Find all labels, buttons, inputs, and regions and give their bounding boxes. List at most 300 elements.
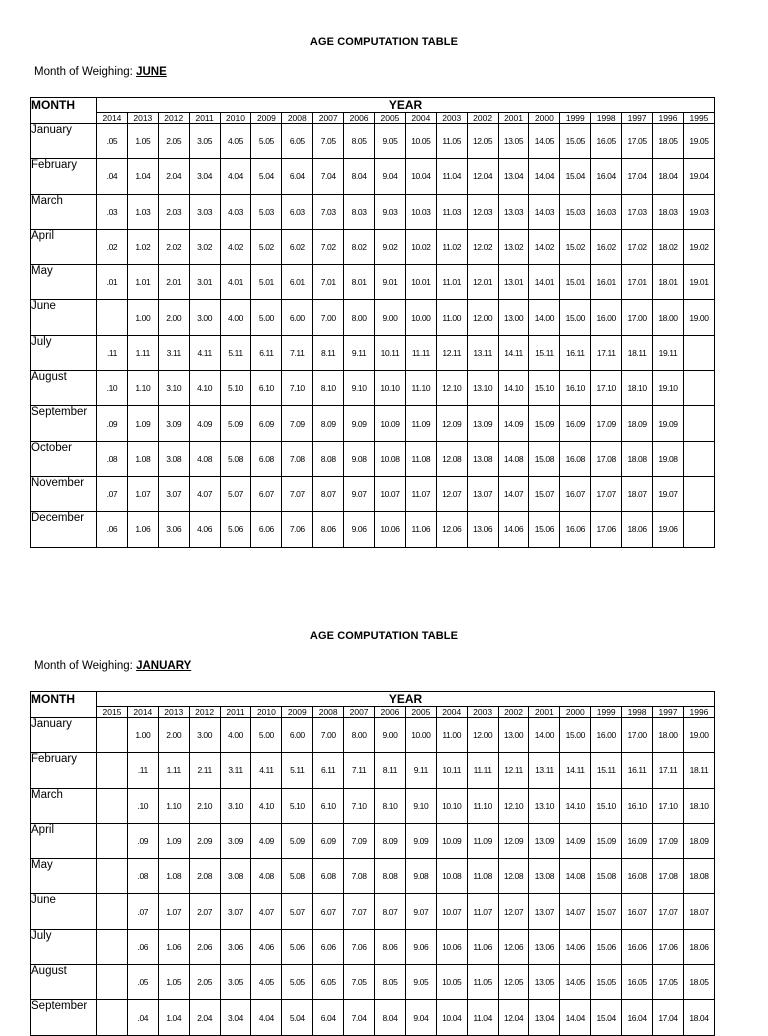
age-value-cell: 5.00 [251, 718, 282, 753]
age-computation-table [30, 97, 715, 548]
age-value-cell: .10 [127, 788, 158, 823]
age-value-cell: 7.10 [344, 788, 375, 823]
age-value-cell: 6.07 [313, 894, 344, 929]
age-value-cell: 4.05 [220, 124, 251, 159]
age-value-cell: 1.05 [158, 965, 189, 1000]
age-value-cell: 10.06 [436, 929, 467, 964]
age-value-cell: 4.01 [220, 265, 251, 300]
year-cell: 2013 [127, 113, 158, 124]
month-name-cell: March [31, 788, 97, 823]
age-value-cell: 12.09 [498, 823, 529, 858]
table-row [31, 300, 715, 335]
age-value-cell: 9.07 [344, 476, 375, 511]
age-value-cell: 9.02 [375, 229, 406, 264]
age-value-cell: 14.11 [560, 753, 591, 788]
age-value-cell: 9.05 [405, 965, 436, 1000]
age-value-cell: 5.01 [251, 265, 282, 300]
age-value-cell: 13.00 [498, 718, 529, 753]
age-value-cell: 2.05 [189, 965, 220, 1000]
age-value-cell: 17.04 [653, 1000, 684, 1035]
age-value-cell: 19.06 [653, 512, 684, 547]
age-value-cell: 11.06 [405, 512, 436, 547]
age-value-cell: 10.03 [405, 194, 436, 229]
age-value-cell: 7.05 [344, 965, 375, 1000]
age-value-cell: .02 [97, 229, 128, 264]
age-value-cell: 8.11 [313, 335, 344, 370]
page-title: AGE COMPUTATION TABLE [309, 630, 459, 642]
age-value-cell: 16.04 [591, 159, 622, 194]
month-name-cell: March [31, 194, 97, 229]
age-value-cell: 15.00 [560, 718, 591, 753]
age-value-cell: 14.08 [498, 441, 529, 476]
age-value-cell: 11.04 [467, 1000, 498, 1035]
age-value-cell: 3.00 [189, 300, 220, 335]
age-value-cell: 13.01 [498, 265, 529, 300]
year-column-header: YEAR [97, 692, 715, 707]
age-value-cell [97, 753, 128, 788]
age-value-cell: 9.04 [405, 1000, 436, 1035]
age-value-cell: 13.06 [467, 512, 498, 547]
age-value-cell: 6.09 [251, 406, 282, 441]
age-value-cell: 4.06 [251, 929, 282, 964]
year-cell: 1996 [683, 707, 714, 718]
age-value-cell: 4.10 [251, 788, 282, 823]
age-value-cell: .06 [97, 512, 128, 547]
age-value-cell: .04 [97, 159, 128, 194]
age-value-cell: 15.02 [560, 229, 591, 264]
weighing-month-value: JANUARY [136, 660, 192, 672]
age-value-cell: 10.07 [375, 476, 406, 511]
age-value-cell: 16.10 [622, 788, 653, 823]
age-value-cell: 17.11 [591, 335, 622, 370]
age-value-cell: 19.09 [653, 406, 684, 441]
age-value-cell: 14.02 [529, 229, 560, 264]
age-value-cell: 12.01 [467, 265, 498, 300]
age-value-cell: 6.01 [282, 265, 313, 300]
age-value-cell: 16.04 [622, 1000, 653, 1035]
age-value-cell: 10.09 [375, 406, 406, 441]
age-value-cell: 9.11 [405, 753, 436, 788]
age-value-cell: 14.09 [560, 823, 591, 858]
age-value-cell: 8.00 [344, 300, 375, 335]
age-value-cell: 3.09 [158, 406, 189, 441]
age-value-cell: 4.02 [220, 229, 251, 264]
age-value-cell: 1.09 [158, 823, 189, 858]
age-value-cell: 15.09 [529, 406, 560, 441]
month-name-cell: May [31, 265, 97, 300]
month-name-cell: October [31, 441, 97, 476]
age-value-cell: 4.07 [251, 894, 282, 929]
table-row [31, 265, 715, 300]
age-value-cell: 3.04 [220, 1000, 251, 1035]
age-value-cell: 2.00 [158, 300, 189, 335]
table-row [31, 194, 715, 229]
age-value-cell: 3.08 [158, 441, 189, 476]
month-name-cell: December [31, 512, 97, 547]
age-value-cell: 16.09 [560, 406, 591, 441]
table-row [31, 929, 715, 964]
age-value-cell: 8.04 [344, 159, 375, 194]
age-value-cell: 15.05 [560, 124, 591, 159]
age-computation-table [30, 691, 715, 1036]
age-value-cell: 14.07 [560, 894, 591, 929]
age-value-cell: 13.10 [529, 788, 560, 823]
age-value-cell: 19.00 [683, 300, 714, 335]
age-value-cell: 6.04 [313, 1000, 344, 1035]
age-value-cell: 17.05 [622, 124, 653, 159]
age-value-cell: 8.08 [375, 859, 406, 894]
age-value-cell: 14.00 [529, 300, 560, 335]
age-value-cell: .09 [97, 406, 128, 441]
age-value-cell: 12.05 [498, 965, 529, 1000]
year-cell: 2007 [344, 707, 375, 718]
age-value-cell: 2.09 [189, 823, 220, 858]
age-value-cell: 5.10 [282, 788, 313, 823]
age-value-cell: 8.06 [375, 929, 406, 964]
age-value-cell: 17.06 [653, 929, 684, 964]
age-value-cell: 15.00 [560, 300, 591, 335]
age-value-cell: 5.05 [282, 965, 313, 1000]
age-value-cell: 11.10 [405, 371, 436, 406]
age-value-cell: 6.00 [282, 718, 313, 753]
age-value-cell: 1.11 [127, 335, 158, 370]
year-cell: 2002 [467, 113, 498, 124]
age-value-cell: 13.04 [529, 1000, 560, 1035]
age-value-cell: 2.11 [189, 753, 220, 788]
age-value-cell: 15.07 [529, 476, 560, 511]
age-value-cell [97, 894, 128, 929]
age-value-cell: 7.04 [344, 1000, 375, 1035]
age-value-cell: 17.02 [622, 229, 653, 264]
age-value-cell: 15.05 [591, 965, 622, 1000]
age-value-cell: 18.05 [683, 965, 714, 1000]
age-value-cell: 5.05 [251, 124, 282, 159]
age-value-cell: 1.04 [127, 159, 158, 194]
age-value-cell: 18.09 [622, 406, 653, 441]
age-value-cell: 15.07 [591, 894, 622, 929]
age-value-cell: 9.09 [405, 823, 436, 858]
age-value-cell: 12.04 [467, 159, 498, 194]
age-value-cell: 8.07 [313, 476, 344, 511]
age-value-cell: 7.09 [282, 406, 313, 441]
table-row [31, 371, 715, 406]
age-value-cell: 16.05 [622, 965, 653, 1000]
table-row [31, 512, 715, 547]
age-value-cell: 3.10 [158, 371, 189, 406]
age-value-cell: 17.00 [622, 718, 653, 753]
year-cell: 1999 [560, 113, 591, 124]
year-cell: 2006 [375, 707, 406, 718]
age-value-cell: 16.00 [591, 718, 622, 753]
month-name-cell: September [31, 406, 97, 441]
age-value-cell: 1.08 [127, 441, 158, 476]
age-value-cell: 7.06 [344, 929, 375, 964]
table-row [31, 1000, 715, 1035]
age-value-cell: 13.04 [498, 159, 529, 194]
age-value-cell: 3.01 [189, 265, 220, 300]
age-value-cell: 2.02 [158, 229, 189, 264]
weighing-month-value: JUNE [136, 66, 167, 78]
table-row [31, 476, 715, 511]
age-value-cell: 10.04 [405, 159, 436, 194]
year-cell: 2012 [189, 707, 220, 718]
age-value-cell: 19.11 [653, 335, 684, 370]
month-name-cell: July [31, 929, 97, 964]
age-value-cell: 8.06 [313, 512, 344, 547]
age-value-cell: 8.02 [344, 229, 375, 264]
month-name-cell: February [31, 159, 97, 194]
age-value-cell: .04 [127, 1000, 158, 1035]
age-value-cell: 15.01 [560, 265, 591, 300]
age-value-cell: 1.01 [127, 265, 158, 300]
age-value-cell: 4.07 [189, 476, 220, 511]
age-value-cell: 1.08 [158, 859, 189, 894]
age-value-cell: 10.09 [436, 823, 467, 858]
age-value-cell: 14.01 [529, 265, 560, 300]
age-value-cell: 4.09 [189, 406, 220, 441]
age-value-cell: 3.06 [158, 512, 189, 547]
age-value-cell: 9.07 [405, 894, 436, 929]
age-value-cell: 11.08 [467, 859, 498, 894]
age-value-cell: 1.03 [127, 194, 158, 229]
age-value-cell: 4.05 [251, 965, 282, 1000]
age-value-cell: 7.05 [313, 124, 344, 159]
age-value-cell: 1.07 [127, 476, 158, 511]
age-value-cell: 8.11 [375, 753, 406, 788]
age-value-cell: 18.01 [653, 265, 684, 300]
age-value-cell: 12.04 [498, 1000, 529, 1035]
age-value-cell: 2.08 [189, 859, 220, 894]
age-value-cell: 16.01 [591, 265, 622, 300]
age-value-cell: 17.10 [653, 788, 684, 823]
age-value-cell: 10.02 [405, 229, 436, 264]
year-cell: 2009 [251, 113, 282, 124]
age-value-cell: 6.08 [313, 859, 344, 894]
weighing-label: Month of Weighing: [34, 660, 133, 672]
year-cell: 2007 [313, 113, 344, 124]
age-value-cell: 6.02 [282, 229, 313, 264]
age-value-cell: 17.04 [622, 159, 653, 194]
age-value-cell: 19.03 [683, 194, 714, 229]
age-value-cell: 16.02 [591, 229, 622, 264]
age-value-cell: 11.07 [467, 894, 498, 929]
age-value-cell: 5.10 [220, 371, 251, 406]
age-value-cell: 15.10 [591, 788, 622, 823]
age-value-cell: 16.06 [622, 929, 653, 964]
age-value-cell: 12.08 [498, 859, 529, 894]
age-value-cell: .07 [97, 476, 128, 511]
age-value-cell: 10.06 [375, 512, 406, 547]
age-value-cell: 1.04 [158, 1000, 189, 1035]
age-value-cell: 18.00 [653, 718, 684, 753]
age-value-cell: 18.02 [653, 229, 684, 264]
age-value-cell: 17.11 [653, 753, 684, 788]
age-value-cell: 15.09 [591, 823, 622, 858]
age-value-cell: 1.05 [127, 124, 158, 159]
age-value-cell: 13.09 [467, 406, 498, 441]
year-cell: 2000 [560, 707, 591, 718]
age-value-cell: 7.01 [313, 265, 344, 300]
age-value-cell: 1.06 [158, 929, 189, 964]
age-value-cell: 17.09 [653, 823, 684, 858]
age-value-cell: 12.11 [436, 335, 467, 370]
age-value-cell: .08 [127, 859, 158, 894]
age-value-cell: 14.09 [498, 406, 529, 441]
age-value-cell: 9.05 [375, 124, 406, 159]
age-value-cell: 14.10 [560, 788, 591, 823]
age-value-cell: 19.04 [683, 159, 714, 194]
age-value-cell [683, 406, 714, 441]
age-value-cell: 14.06 [560, 929, 591, 964]
age-value-cell: 18.10 [622, 371, 653, 406]
year-cell: 2008 [282, 113, 313, 124]
age-value-cell: 3.00 [189, 718, 220, 753]
age-value-cell: 4.11 [189, 335, 220, 370]
year-cell: 2014 [97, 113, 128, 124]
age-value-cell: 16.10 [560, 371, 591, 406]
age-value-cell: 1.11 [158, 753, 189, 788]
age-value-cell: 7.10 [282, 371, 313, 406]
age-value-cell: 11.11 [405, 335, 436, 370]
age-value-cell: 7.11 [282, 335, 313, 370]
age-value-cell: 12.11 [498, 753, 529, 788]
age-value-cell: 12.05 [467, 124, 498, 159]
age-value-cell: 4.10 [189, 371, 220, 406]
table-row [31, 159, 715, 194]
age-value-cell: 3.05 [220, 965, 251, 1000]
age-value-cell: 2.07 [189, 894, 220, 929]
age-value-cell: .10 [97, 371, 128, 406]
year-cell: 1996 [653, 113, 684, 124]
age-value-cell: 19.10 [653, 371, 684, 406]
age-value-cell: 6.03 [282, 194, 313, 229]
month-name-cell: August [31, 965, 97, 1000]
year-cell: 2002 [498, 707, 529, 718]
age-value-cell: 9.00 [375, 718, 406, 753]
table-row [31, 335, 715, 370]
year-cell: 2001 [498, 113, 529, 124]
age-value-cell: 1.02 [127, 229, 158, 264]
age-value-cell: 14.04 [560, 1000, 591, 1035]
age-value-cell [683, 371, 714, 406]
age-value-cell: 11.05 [436, 124, 467, 159]
age-value-cell: 18.07 [683, 894, 714, 929]
age-value-cell: 14.07 [498, 476, 529, 511]
age-value-cell: 6.05 [282, 124, 313, 159]
age-value-cell: 3.06 [220, 929, 251, 964]
age-value-cell: 15.03 [560, 194, 591, 229]
year-cell: 2004 [405, 113, 436, 124]
age-value-cell: 5.02 [251, 229, 282, 264]
age-value-cell: 18.10 [683, 788, 714, 823]
age-value-cell: 11.05 [467, 965, 498, 1000]
month-name-cell: June [31, 300, 97, 335]
age-value-cell: 5.09 [282, 823, 313, 858]
age-value-cell: .03 [97, 194, 128, 229]
age-value-cell: 6.11 [251, 335, 282, 370]
age-value-cell: 12.02 [467, 229, 498, 264]
age-value-cell: 10.08 [375, 441, 406, 476]
age-value-cell: 13.06 [529, 929, 560, 964]
age-value-cell: 13.05 [498, 124, 529, 159]
age-value-cell: 3.10 [220, 788, 251, 823]
age-value-cell: 10.10 [436, 788, 467, 823]
age-value-cell: 11.04 [436, 159, 467, 194]
age-value-cell: 10.08 [436, 859, 467, 894]
age-value-cell: 5.00 [251, 300, 282, 335]
age-value-cell: 13.09 [529, 823, 560, 858]
month-name-cell: May [31, 859, 97, 894]
month-name-cell: January [31, 124, 97, 159]
age-value-cell: 8.03 [344, 194, 375, 229]
year-cell: 2003 [436, 113, 467, 124]
year-column-header: YEAR [97, 98, 715, 113]
age-value-cell: 7.06 [282, 512, 313, 547]
age-value-cell: 12.09 [436, 406, 467, 441]
age-value-cell: 7.09 [344, 823, 375, 858]
age-value-cell: 8.05 [344, 124, 375, 159]
year-cell: 1997 [622, 113, 653, 124]
age-value-cell: 6.06 [251, 512, 282, 547]
age-value-cell: 10.10 [375, 371, 406, 406]
month-column-header: MONTH [31, 98, 97, 124]
age-value-cell: 10.05 [436, 965, 467, 1000]
age-value-cell: 13.11 [529, 753, 560, 788]
age-value-cell: 7.02 [313, 229, 344, 264]
age-value-cell: 9.08 [405, 859, 436, 894]
age-value-cell: 11.02 [436, 229, 467, 264]
age-value-cell: 5.08 [220, 441, 251, 476]
age-value-cell: 13.08 [529, 859, 560, 894]
age-value-cell: 10.00 [405, 718, 436, 753]
age-value-cell: 16.08 [560, 441, 591, 476]
age-value-cell: 13.03 [498, 194, 529, 229]
age-value-cell [97, 788, 128, 823]
age-value-cell: 18.04 [653, 159, 684, 194]
age-value-cell: 10.01 [405, 265, 436, 300]
month-name-cell: February [31, 753, 97, 788]
age-value-cell: 16.09 [622, 823, 653, 858]
age-value-cell: 2.00 [158, 718, 189, 753]
age-value-cell: 15.11 [591, 753, 622, 788]
age-value-cell: 3.11 [220, 753, 251, 788]
age-value-cell: 9.00 [375, 300, 406, 335]
age-value-cell: 4.00 [220, 718, 251, 753]
age-value-cell: 14.08 [560, 859, 591, 894]
age-value-cell: 5.04 [251, 159, 282, 194]
age-value-cell: 16.06 [560, 512, 591, 547]
age-value-cell: 9.10 [405, 788, 436, 823]
age-value-cell: 17.01 [622, 265, 653, 300]
age-value-cell: 7.03 [313, 194, 344, 229]
age-value-cell [97, 929, 128, 964]
age-value-cell: 18.11 [622, 335, 653, 370]
age-value-cell [683, 476, 714, 511]
age-value-cell: 12.00 [467, 718, 498, 753]
age-value-cell: 17.00 [622, 300, 653, 335]
age-value-cell: 14.00 [529, 718, 560, 753]
age-value-cell: 18.08 [622, 441, 653, 476]
age-value-cell [97, 965, 128, 1000]
age-value-cell: 5.11 [220, 335, 251, 370]
age-value-cell: 10.07 [436, 894, 467, 929]
age-value-cell: 2.06 [189, 929, 220, 964]
age-value-cell: 12.03 [467, 194, 498, 229]
age-value-cell: 2.10 [189, 788, 220, 823]
age-value-cell: .09 [127, 823, 158, 858]
age-value-cell: 6.07 [251, 476, 282, 511]
age-value-cell: 16.00 [591, 300, 622, 335]
